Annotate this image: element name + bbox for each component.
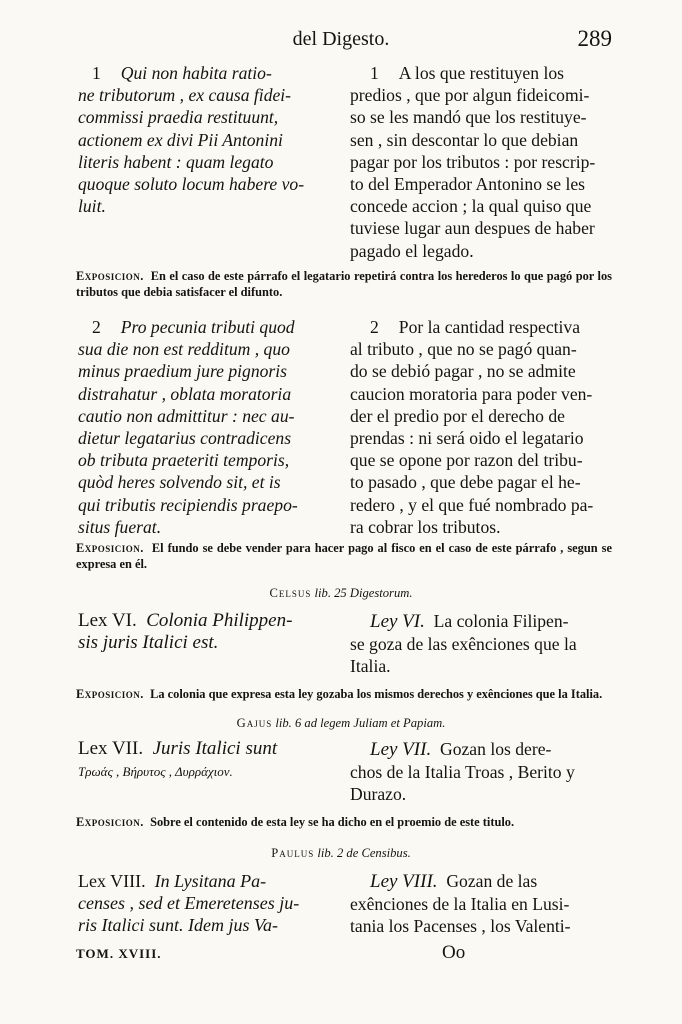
latin-column <box>78 316 350 538</box>
exposicion-1 <box>76 268 612 300</box>
lex-label: Lex VI. <box>78 610 137 631</box>
latin-line: Pro pecunia tributi quod <box>120 317 295 337</box>
exposicion-text: En el caso de este párrafo el legatario repetirá contra los herederos lo que pagó por los tributos que debia satisfacer el difunto. <box>76 269 612 299</box>
latin-line: dietur legatarius contradicens <box>78 428 292 449</box>
exposicion-label: Exposicion. <box>76 815 144 829</box>
spanish-line: to del Emperador Antonino se les <box>350 174 586 195</box>
ley-text: Gozan de las <box>446 871 538 891</box>
exposicion-text: La colonia que expresa esta ley gozaba los mismos derechos y exênciones que la Italia. <box>150 687 603 701</box>
latin-line: cautio non admittitur : nec au- <box>78 405 295 426</box>
latin-line: quoque soluto locum habere vo- <box>78 174 305 195</box>
source-reference: lib. 2 de Censibus. <box>317 846 411 860</box>
spanish-line: A los que restituyen los <box>398 63 564 83</box>
lex-text: censes , sed et Emeretenses ju- <box>78 893 300 914</box>
spanish-line: caucion moratoria para poder ven- <box>350 383 593 404</box>
lex-6 <box>78 610 612 678</box>
latin-line: minus praedium jure pignoris <box>78 361 288 382</box>
latin-line: sua die non est redditum , quo <box>78 339 290 360</box>
ley-text: Italia. <box>350 656 391 677</box>
source-citation-1 <box>0 586 682 601</box>
paragraph-number: 1 <box>370 63 379 83</box>
paragraph-number: 2 <box>370 317 379 337</box>
spanish-line: prendas : ni será oido el legatario <box>350 428 584 449</box>
latin-line: qui tributis recipiendis praepo- <box>78 494 298 515</box>
spanish-line: Por la cantidad respectiva <box>398 317 581 337</box>
exposicion-3 <box>76 686 612 702</box>
lex-label: Lex VII. <box>78 738 144 759</box>
source-citation-2 <box>0 716 682 731</box>
latin-line: ob tributa praeteriti temporis, <box>78 450 290 471</box>
spanish-line: ra cobrar los tributos. <box>350 516 501 537</box>
lex-text: ris Italici sunt. Idem jus Va- <box>78 915 278 936</box>
ley-label: Ley VIII. <box>370 871 438 892</box>
greek-text: Τρωάς , Βήρυτος , Δυρράχιον. <box>78 764 233 780</box>
latin-line: distrahatur , oblata moratoria <box>78 383 292 404</box>
ley-text: Durazo. <box>350 784 407 805</box>
latin-line: ne tributorum , ex causa fidei- <box>78 85 292 106</box>
ley-text: Gozan los dere- <box>440 739 552 759</box>
exposicion-text: El fundo se debe vender para hacer pago al fisco en el caso de este párrafo , segun se expresa en él. <box>76 541 612 571</box>
lex-text: sis juris Italici est. <box>78 632 219 654</box>
spanish-line: to pasado , que debe pagar el he- <box>350 472 581 493</box>
spanish-line: tuviese lugar aun despues de haber <box>350 218 595 239</box>
ley-label: Ley VI. <box>370 611 425 632</box>
paragraph-number: 1 <box>92 63 101 83</box>
paragraph-1 <box>78 62 612 262</box>
latin-line: actionem ex divi Pii Antonini <box>78 129 283 150</box>
paragraph-number: 2 <box>92 317 101 337</box>
spanish-column <box>350 610 612 678</box>
exposicion-label: Exposicion. <box>76 687 144 701</box>
source-author: Paulus <box>271 846 315 860</box>
spanish-line: redero , y el que fué nombrado pa- <box>350 494 594 515</box>
spanish-line: der el predio por el derecho de <box>350 405 565 426</box>
lex-7 <box>78 738 612 806</box>
latin-line: commissi praedia restituunt, <box>78 107 279 128</box>
ley-text: tania los Pacenses , los Valenti- <box>350 916 571 937</box>
spanish-line: que se opone por razon del tribu- <box>350 450 583 471</box>
paragraph-2 <box>78 316 612 538</box>
spanish-line: concede accion ; la qual quiso que <box>350 196 592 217</box>
spanish-line: do se debió pagar , no se admite <box>350 361 576 382</box>
latin-line: Qui non habita ratio- <box>120 63 272 83</box>
latin-column <box>78 610 350 678</box>
latin-column <box>78 738 350 806</box>
latin-line: luit. <box>78 196 106 217</box>
lex-text: Juris Italici sunt <box>152 738 278 759</box>
lex-8 <box>78 870 612 938</box>
spanish-column <box>350 316 612 538</box>
source-author: Celsus <box>269 586 312 600</box>
ley-text: exênciones de la Italia en Lusi- <box>350 894 570 915</box>
latin-column <box>78 62 350 262</box>
spanish-column <box>350 62 612 262</box>
exposicion-label: Exposicion. <box>76 269 144 283</box>
ley-text: se goza de las exênciones que la <box>350 634 577 655</box>
lex-text: Colonia Philippen- <box>146 610 293 631</box>
signature-mark: Oo <box>442 942 466 963</box>
spanish-line: pagar por los tributos : por rescrip- <box>350 151 596 172</box>
latin-line: literis habent : quam legato <box>78 151 274 172</box>
exposicion-4 <box>76 814 612 830</box>
latin-line: situs fuerat. <box>78 516 162 537</box>
running-title: del Digesto. <box>292 28 390 50</box>
latin-line: quòd heres solvendo sit, et is <box>78 472 281 493</box>
ley-text: La colonia Filipen- <box>433 611 569 631</box>
spanish-column <box>350 870 612 938</box>
page-number: 289 <box>577 26 612 51</box>
spanish-line: so se les mandó que los restituye- <box>350 107 587 128</box>
exposicion-text: Sobre el contenido de esta ley se ha dicho en el proemio de este titulo. <box>150 815 515 829</box>
ley-label: Ley VII. <box>370 739 432 760</box>
source-reference: lib. 6 ad legem Juliam et Papiam. <box>275 716 446 730</box>
source-reference: lib. 25 Digestorum. <box>314 586 413 600</box>
exposicion-2 <box>76 540 612 572</box>
spanish-line: al tributo , que no se pagó quan- <box>350 339 577 360</box>
ley-text: chos de la Italia Troas , Berito y <box>350 762 575 783</box>
spanish-line: pagado el legado. <box>350 240 474 261</box>
spanish-column <box>350 738 612 806</box>
exposicion-label: Exposicion. <box>76 541 144 555</box>
source-author: Gajus <box>236 716 273 730</box>
spanish-line: sen , sin descontar lo que debian <box>350 129 579 150</box>
spanish-line: predios , que por algun fideicomi- <box>350 85 590 106</box>
volume-footer: TOM. XVIII. <box>76 946 162 961</box>
lex-label: Lex VIII. <box>78 871 146 891</box>
source-citation-3 <box>0 846 682 861</box>
lex-text: In Lysitana Pa- <box>154 871 267 891</box>
latin-column <box>78 870 350 938</box>
